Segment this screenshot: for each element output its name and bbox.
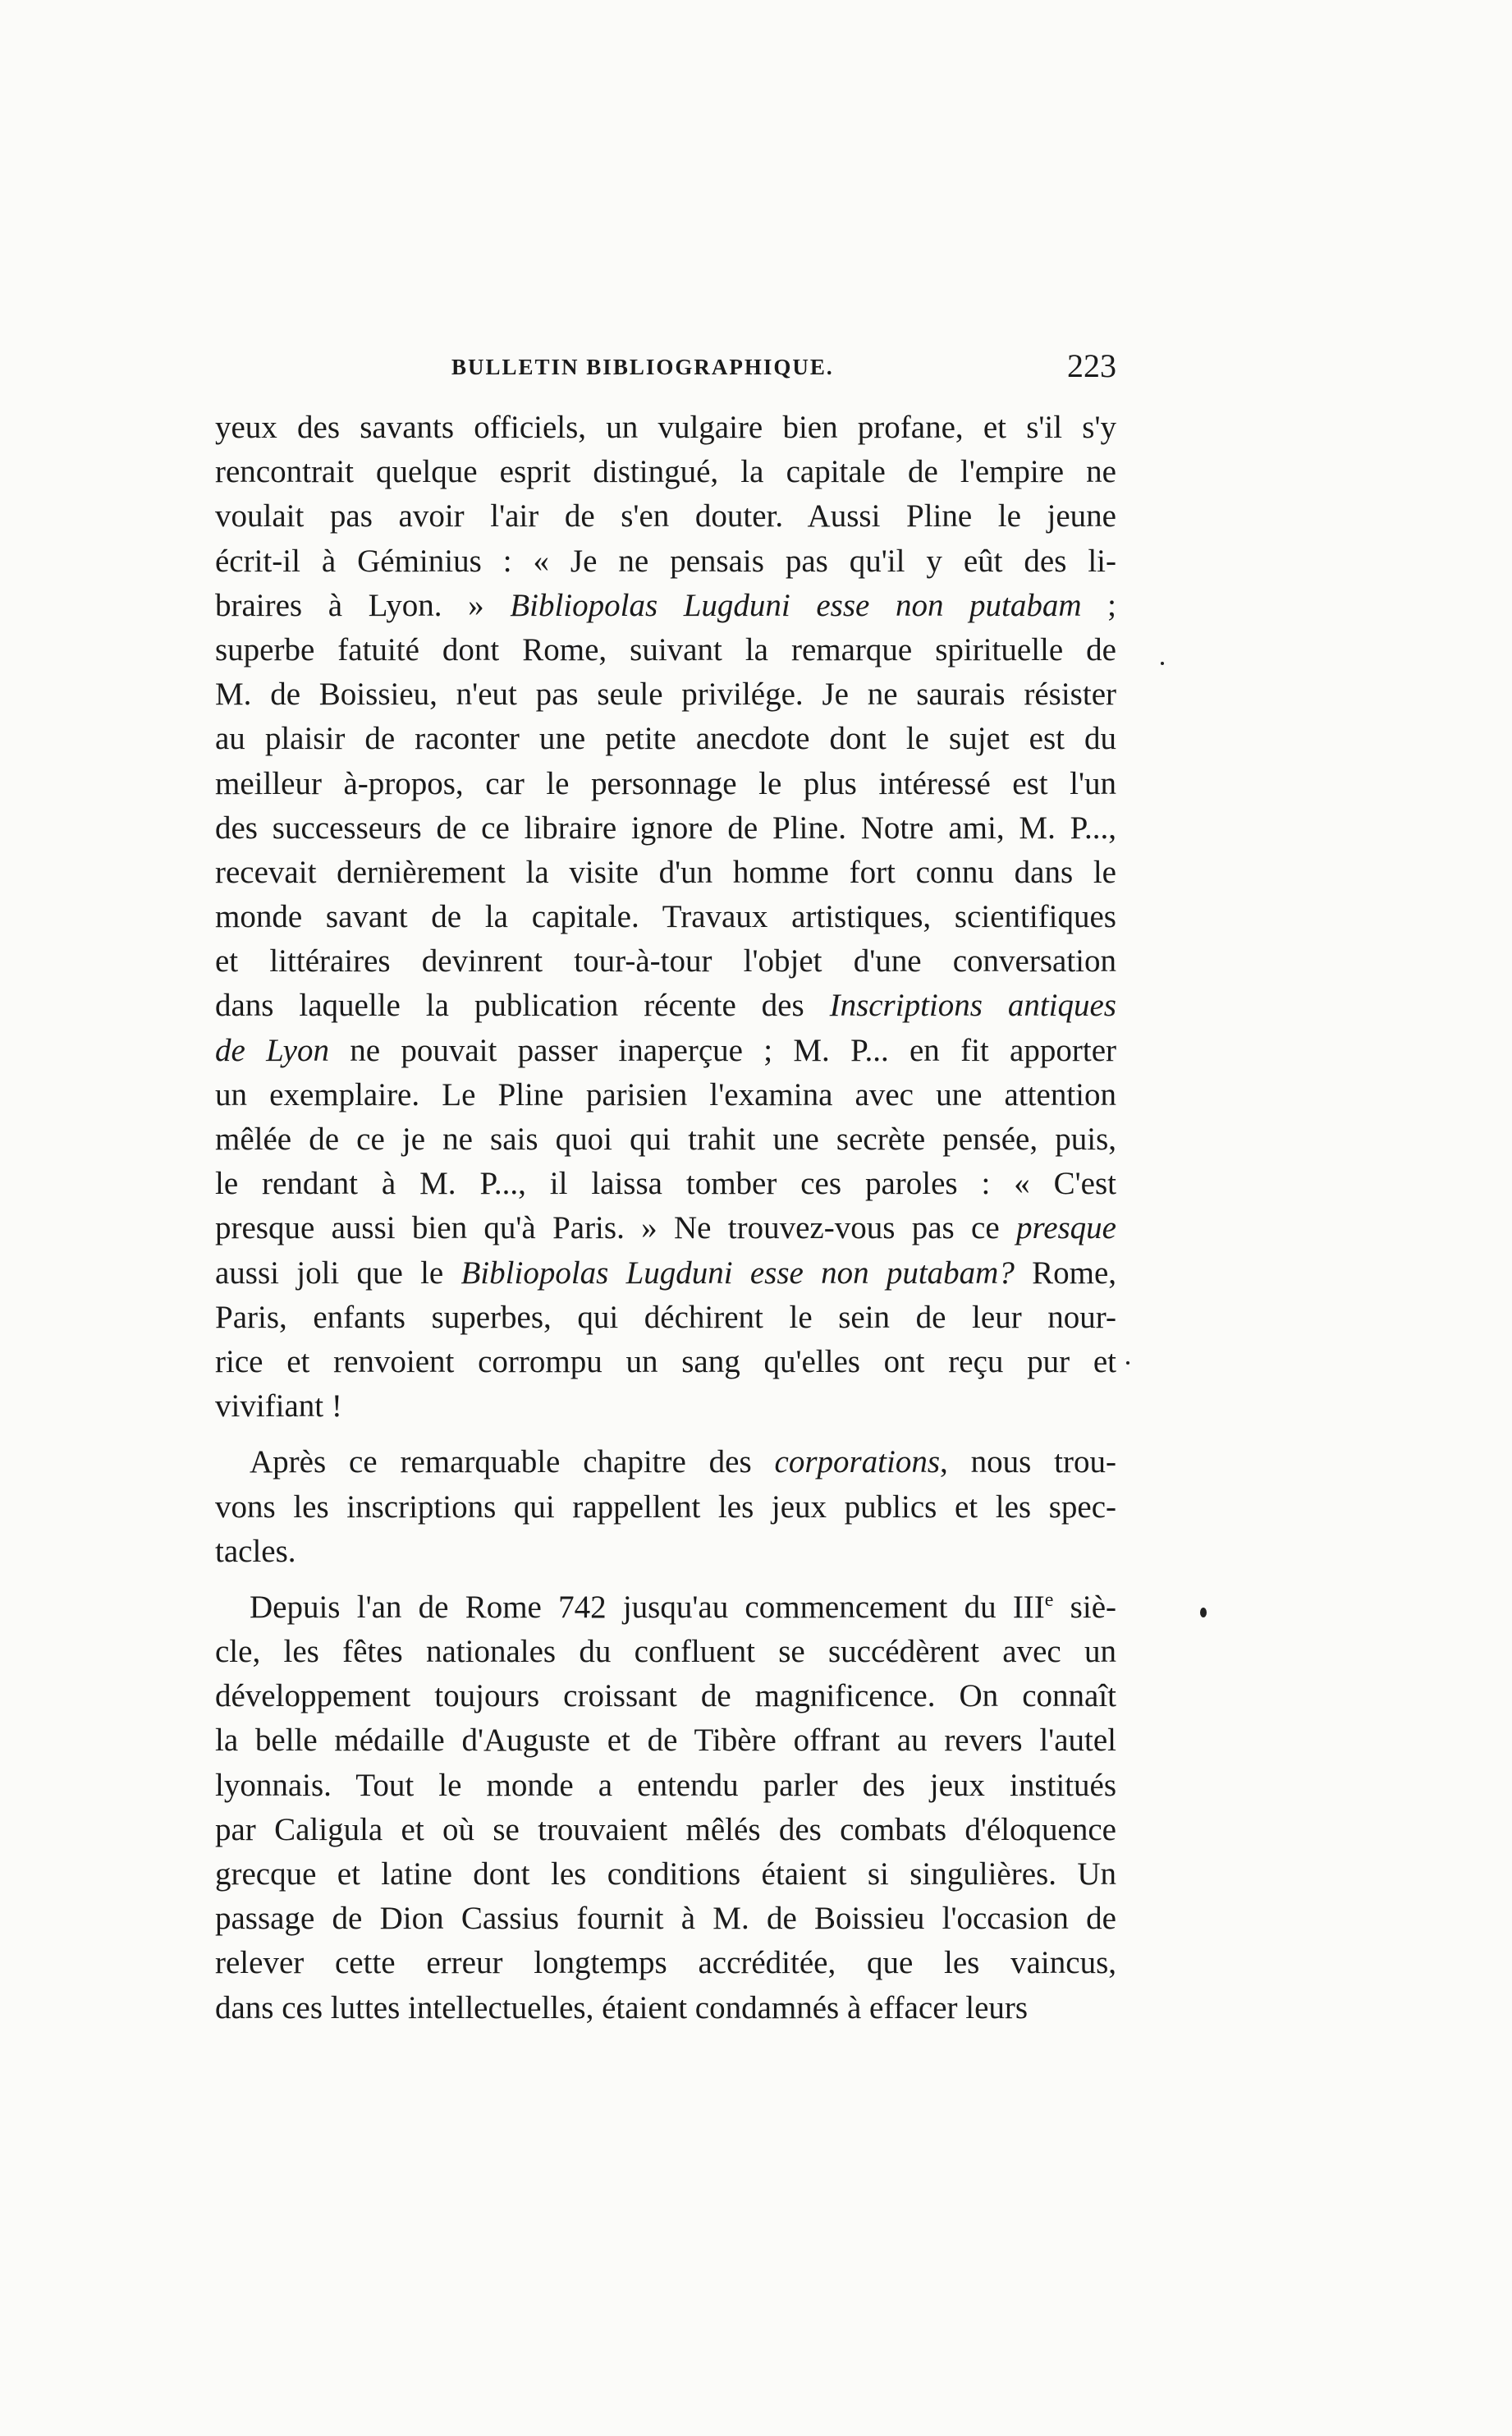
text-line: cle, les fêtes nationales du confluent se succédèrent avec un — [215, 1634, 1116, 1670]
text-run: Après ce remarquable chapitre des — [250, 1444, 775, 1480]
text-run: Depuis l'an de Rome 742 jusqu'au commencement du III — [250, 1589, 1045, 1625]
text-run: aussi joli que le — [215, 1255, 461, 1291]
paragraph-2 — [215, 1440, 1116, 1574]
text-line: monde savant de la capitale. Travaux artistiques, scientifiques — [215, 899, 1116, 935]
text-line: au plaisir de raconter une petite anecdote dont le sujet est du — [215, 721, 1116, 757]
text-line: M. de Boissieu, n'eut pas seule privilége. Je ne saurais résister — [215, 677, 1116, 713]
text-line — [215, 1585, 1116, 1630]
text-line: écrit-il à Géminius : « Je ne pensais pas qu'il y eût des li- — [215, 543, 1116, 579]
italic-run: Bibliopolas Lugduni esse non putabam? — [460, 1255, 1015, 1291]
text-run: , nous trou- — [940, 1444, 1116, 1480]
text-line — [215, 584, 1116, 628]
text-line: yeux des savants officiels, un vulgaire bien profane, et s'il s'y — [215, 410, 1116, 445]
running-head — [215, 343, 1116, 396]
text-run: ne pouvait passer inaperçue ; M. P... en fit apporter — [328, 1032, 1116, 1068]
text-line — [215, 1206, 1116, 1250]
text-line: meilleur à-propos, car le personnage le plus intéressé est l'un — [215, 765, 1116, 801]
italic-run: Bibliopolas Lugduni esse non putabam — [510, 587, 1082, 623]
text-line: relever cette erreur longtemps accréditée, que les vaincus, — [215, 1945, 1116, 1981]
text-line: vivifiant ! — [215, 1388, 342, 1424]
text-line: des successeurs de ce libraire ignore de Pline. Notre ami, M. P..., — [215, 810, 1116, 846]
text-line: vons les inscriptions qui rappellent les jeux publics et les spec- — [215, 1489, 1116, 1525]
text-run: braires à Lyon. » — [215, 587, 511, 623]
page-content — [215, 343, 1116, 2030]
text-run: siè- — [1053, 1589, 1116, 1625]
text-line — [215, 1440, 1116, 1484]
text-line: dans ces luttes intellectuelles, étaient condamnés à effacer leurs — [215, 1989, 1029, 2025]
text-line: le rendant à M. P..., il laissa tomber ces paroles : « C'est — [215, 1166, 1116, 1202]
scan-speck — [1161, 662, 1164, 665]
paragraph-gap — [215, 1429, 1116, 1440]
text-line: mêlée de ce je ne sais quoi qui trahit une secrète pensée, puis, — [215, 1122, 1116, 1157]
scan-speck — [1200, 1608, 1207, 1617]
superscript: e — [1044, 1589, 1054, 1611]
scan-speck — [1126, 1361, 1129, 1365]
text-line: voulait pas avoir l'air de s'en douter. Aussi Pline le jeune — [215, 498, 1116, 534]
text-line: passage de Dion Cassius fournit à M. de Boissieu l'occasion de — [215, 1901, 1116, 1937]
italic-run: Inscriptions antiques — [829, 988, 1116, 1024]
text-line: un exemplaire. Le Pline parisien l'examina avec une attention — [215, 1076, 1116, 1112]
text-line: recevait dernièrement la visite d'un homme fort connu dans le — [215, 854, 1116, 890]
text-line: grecque et latine dont les conditions étaient si singulières. Un — [215, 1856, 1116, 1892]
italic-run: presque — [1015, 1210, 1116, 1246]
text-line: la belle médaille d'Auguste et de Tibère offrant au revers l'autel — [215, 1723, 1116, 1759]
paragraph-1 — [215, 406, 1116, 1429]
text-line: développement toujours croissant de magnificence. On connaît — [215, 1678, 1116, 1714]
text-run: presque aussi bien qu'à Paris. » Ne trouvez-vous pas ce — [215, 1210, 1016, 1246]
paragraph-3 — [215, 1585, 1116, 2030]
paragraph-gap — [215, 1574, 1116, 1585]
text-run: dans laquelle la publication récente des — [215, 988, 830, 1024]
running-title: BULLETIN BIBLIOGRAPHIQUE. — [451, 355, 834, 379]
text-line — [215, 1251, 1116, 1296]
text-run: Rome, — [1014, 1255, 1117, 1291]
text-line — [215, 1029, 1116, 1073]
text-line: tacles. — [215, 1533, 296, 1569]
text-line: lyonnais. Tout le monde a entendu parler des jeux institués — [215, 1767, 1116, 1803]
text-line: rice et renvoient corrompu un sang qu'elles ont reçu pur et — [215, 1343, 1116, 1379]
italic-run: corporations — [774, 1444, 941, 1480]
italic-run: de Lyon — [215, 1032, 329, 1068]
text-run: ; — [1081, 587, 1117, 623]
page-number: 223 — [1067, 347, 1116, 384]
text-line — [215, 984, 1116, 1028]
text-line: par Caligula et où se trouvaient mêlés des combats d'éloquence — [215, 1811, 1116, 1847]
text-line: Paris, enfants superbes, qui déchirent le sein de leur nour- — [215, 1299, 1116, 1335]
text-line: superbe fatuité dont Rome, suivant la remarque spirituelle de — [215, 631, 1116, 667]
text-line: et littéraires devinrent tour-à-tour l'objet d'une conversation — [215, 943, 1116, 979]
text-line: rencontrait quelque esprit distingué, la capitale de l'empire ne — [215, 454, 1116, 490]
